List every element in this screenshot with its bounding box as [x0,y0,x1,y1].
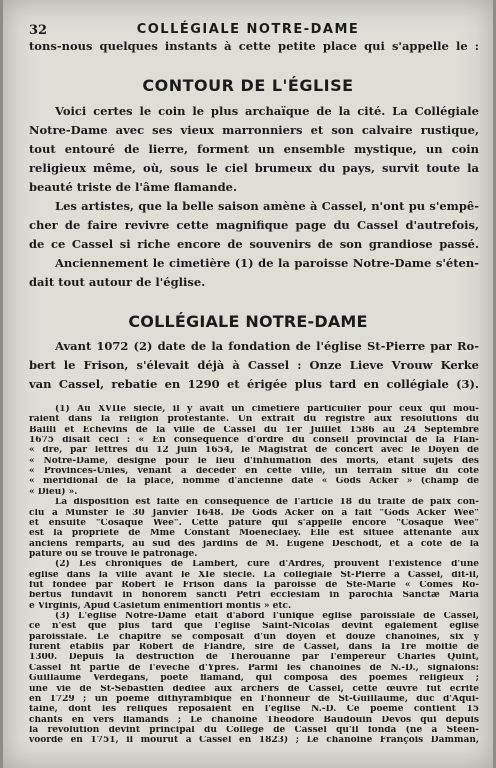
footnote-line: Bailli et Echevins de la ville de Cassel du 1er Juillet 1586 au 24 Septembre [29,425,479,435]
footnote-line: bertus fundavit in honorem sancti Petri ecclesiam in parochia Sanctæ Maria [29,591,479,601]
footnote-line: « méridional de la place, nommé d'ancienne date « Gods Acker » (champ de [29,477,479,487]
footnote-line: e Virginis, Apud Casletum enimentiori montis » etc. [29,601,292,611]
page-number: 32 [29,23,48,38]
footnote-line: taine, dont les reliques reposaient en l'église N.-D. Ce poème contient 15 [29,705,479,715]
footnote-line: église dans la ville avant le XIe siècle. La collégiale St-Pierre à Cassel, dit-il, [29,570,479,580]
footnote-line: raient dans la religion protestante. Un extrait du registre aux résolutions du [29,415,479,425]
body-line: cher de faire revivre cette magnifique page du Cassel d'autrefois, [29,220,479,232]
intro-line: tons-nous quelques instants à cette petite place qui s'appelle le : [29,41,479,53]
body-line: tout entouré de lierre, forment un ensemble mystique, un coin [29,144,479,156]
footnote-line: et ensuite "Cosaque Wee". Cette pature qui s'appelle encore "Cosaque Wee" [29,518,479,528]
footnote-line: furent établis par Robert de Flandre, sire de Cassel, dans la 1re moitié de [29,643,479,652]
footnote-line: une vie de St-Sébastien dédiée aux archers de Cassel, cette œuvre fut écrite [29,684,479,694]
footnote-line: Guillaume Verdegans, poète flamand, qui composa des poèmes religieux ; [29,674,479,684]
body-line: van Cassel, rebatie en 1290 et érigée plus tard en collégiale (3). [29,379,479,391]
footnote-line: anciens remparts, au sud des jardins de M. Eugène Deschodt, et à côté de la [29,539,479,549]
footnote-line: en 1729 ; un poème dithyrambique en l'honneur de St-Guillaume, duc d'Aqui- [29,694,479,704]
section-heading-contour: CONTOUR DE L'ÉGLISE [142,76,354,95]
footnote-line: « dre, par lettres du 12 Juin 1654, le Magistrat de concert avec le Doyen de [29,446,479,456]
footnote-line: « Provinces-Unies, venant à décéder en cette ville, un terrain situé du côté [29,467,479,477]
footnote-line: est la propriété de Mme Constant Moeneclaey. Elle est située attenante aux [29,529,479,539]
footnote-line: 1675 disait ceci : « En conséquence d'ordre du conseil provincial de la Flan- [29,436,479,446]
body-line: beauté triste de l'âme flamande. [29,182,237,194]
body-line: religieux même, où, sous le ciel brumeux du pays, survit toute la [29,163,479,175]
footnote-line: La disposition est faite en conséquence de l'article 18 du traité de paix con- [55,498,479,508]
body-line: Voici certes le coin le plus archaïque de la cité. La Collégiale [55,106,479,118]
footnote-line: clu à Munster le 30 Janvier 1648. De Gods Acker on a fait "Gods Acker Wee" [29,508,479,518]
footnote-line: ce n'est que plus tard que l'église Saint-Nicolas devint également église [29,622,479,632]
footnote-line: (3) L'église Notre-Dame était d'abord l'unique église paroissiale de Cassel, [55,612,479,621]
body-line: bert le Frison, s'élevait déjà à Cassel : Onze Lieve Vrouw Kerke [29,360,479,372]
footnote-line: « Dieu) ». [29,487,78,497]
footnote-line: voorde en 1751, il mourut à Cassel en 1823) ; Le chanoine François Damman, [29,736,479,746]
footnote-line: la révolution devint principal du Collège de Cassel qu'il fonda (né à Steen- [29,725,479,735]
body-line: Anciennement le cimetière (1) de la paroisse Notre-Dame s'éten- [55,258,479,270]
footnote-line: (1) Au XVIIe siècle, il y avait un cimetière particulier pour ceux qui mou- [55,405,479,414]
book-page [3,0,493,768]
page-header [3,20,493,42]
running-title: COLLÉGIALE NOTRE-DAME [136,22,360,37]
section-heading-collegiale: COLLÉGIALE NOTRE-DAME [128,312,368,331]
body-line: Avant 1072 (2) date de la fondation de l'église St-Pierre par Ro- [55,341,479,353]
body-line: de ce Cassel si riche encore de souvenirs de son grandiose passé. [29,239,479,251]
footnote-line: « Notre-Dame, désigne pour le lieu d'inhumation des morts, étant sujets des [29,456,479,466]
footnote-line: pature où se trouve le patronage. [29,549,198,559]
body-line: Les artistes, que la belle saison amène à Cassel, n'ont pu s'empê- [55,201,479,213]
body-line: Notre-Dame avec ses vieux marronniers et son calvaire rustique, [29,125,479,137]
footnote-line: Cassel fit partie de l'évêché d'Ypres. Parmi les chanoines de N.-D., signalons: [29,663,479,673]
footnote-line: (2) Les chroniques de Lambert, curé d'Ardres, prouvent l'existence d'une [55,560,479,570]
footnote-line: 1300. Depuis la destruction de Thérouanne par l'empereur Charles Quint, [29,653,479,663]
footnote-line: chants en vers flamands ; Le chanoine Théodore Baudouin Devos qui depuis [29,715,479,725]
body-line: dait tout autour de l'église. [29,277,206,289]
footnote-line: fut fondée par Robert le Frison dans la paroisse de Ste-Marie « Comes Ro- [29,581,479,590]
footnote-line: paroissiale. Le chapitre se composait d'un doyen et douze chanoines, six y [29,632,479,642]
